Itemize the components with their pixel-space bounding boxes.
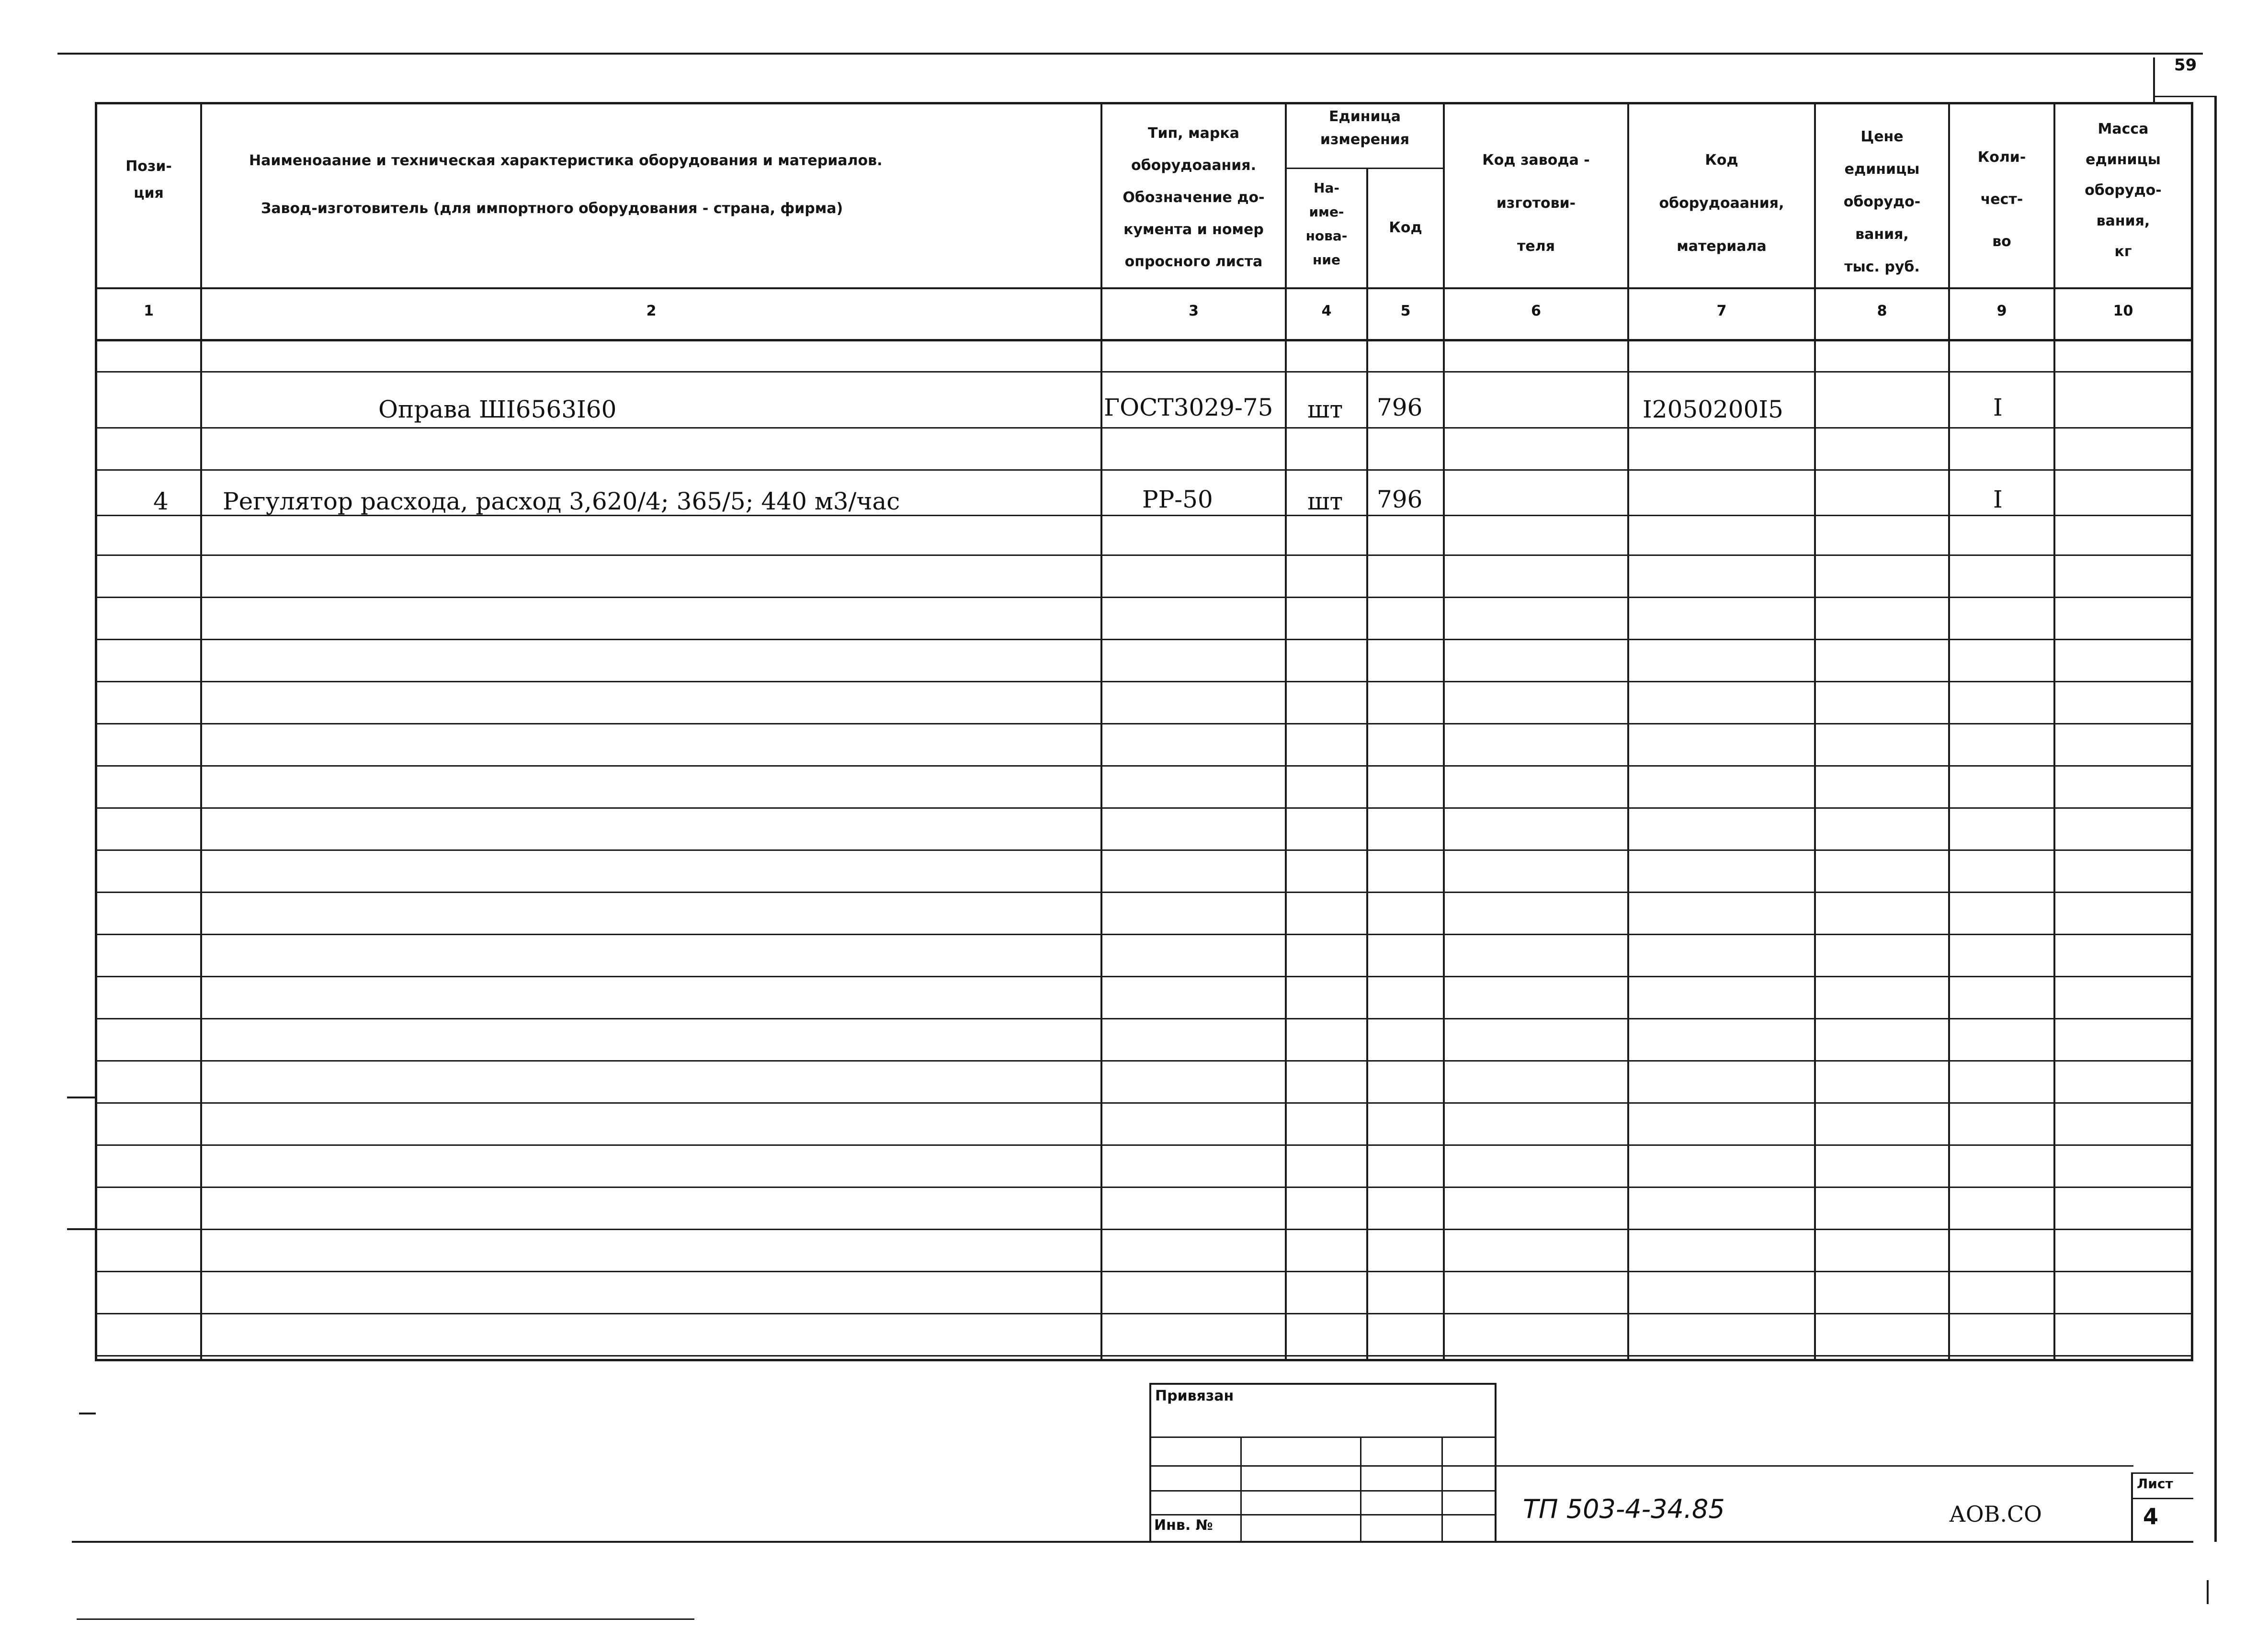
row1-type: ГОСТ3029-75 [1104,394,1273,421]
colnum-3: 3 [1189,303,1199,319]
stamp-hline-3 [1149,1490,1497,1492]
bottom-rule [77,1618,694,1620]
stamp-box-top [1149,1383,1497,1385]
header-col9: Коли- чест- во [1977,149,2026,250]
row2-pos: 4 [153,487,169,515]
row-line [95,1355,2192,1357]
col-line-8 [1948,102,1950,1359]
colnum-8: 8 [1877,303,1887,319]
row-line [95,765,2192,767]
stamp-vline-2 [1360,1436,1361,1542]
row-line [95,1313,2192,1314]
sheet-box-top [2131,1472,2193,1474]
header-col2-line1: Наименоаание и техническая характеристика оборудования и материалов. [249,152,883,169]
colnum-bottom-line [95,339,2192,341]
table-left-line [95,102,97,1361]
colnum-5: 5 [1400,303,1411,319]
sheet-box-mid [2131,1498,2193,1499]
row2-qty: I [1993,486,2003,513]
row-line [95,976,2192,977]
stamp-box-right [1495,1383,1497,1542]
colnum-7: 7 [1716,303,1727,319]
stamp-hline-2 [1149,1465,1497,1467]
stamp-vline-1 [1240,1436,1242,1542]
header-col7: Код оборудоаания, материала [1659,152,1784,255]
row-line [95,1144,2192,1146]
col-line-7 [1814,102,1816,1359]
row-line [95,1187,2192,1188]
colnum-2: 2 [646,303,657,319]
colnum-6: 6 [1531,303,1541,319]
row-line [95,1271,2192,1272]
row-line [95,1060,2192,1062]
row-line [95,807,2192,809]
margin-tick-1 [67,1097,96,1098]
sheet-box-left [2131,1472,2133,1543]
row-line [95,597,2192,598]
stamp-inv-label: Инв. № [1154,1517,1213,1534]
margin-tick-3 [79,1413,96,1414]
unit-group-divider [1285,168,1445,169]
colnum-10: 10 [2113,303,2133,319]
row-line [95,934,2192,935]
row-line [95,371,2192,373]
colnum-9: 9 [1996,303,2007,319]
col-line-6 [1627,102,1629,1359]
header-col5: Код [1389,219,1422,236]
col-line-4 [1366,168,1368,1359]
col-line-5 [1443,102,1445,1359]
stamp-hline-4 [1149,1514,1497,1515]
table-top-line [95,102,2192,104]
margin-tick-2 [67,1228,96,1230]
bottom-strip-line [72,1541,2193,1543]
header-unit-group: Единица измерения [1320,108,1410,148]
page-number: 59 [2174,56,2197,75]
stamp-attached-label: Привязан [1155,1388,1234,1404]
header-col8: Цене единицы оборудо- вания, тыс. руб. [1843,128,1921,275]
row-line [95,1102,2192,1104]
header-col4: На- име- нова- ние [1305,180,1348,268]
row-line [95,681,2192,682]
stamp-vline-3 [1441,1436,1443,1542]
right-border-line [2214,96,2217,1542]
header-col10: Масса единицы оборудо- вания, кг [2085,121,2162,260]
row1-equip-code: I2050200I5 [1643,396,1783,423]
sheet-label: Лист [2137,1476,2173,1492]
album-code: АОВ.СО [1949,1501,2042,1527]
col-line-2 [1100,102,1102,1359]
sheet-number: 4 [2143,1504,2159,1529]
doc-code-top-line [1497,1465,2133,1467]
table-right-line [2191,102,2193,1361]
row-line [95,639,2192,640]
col-line-9 [2053,102,2055,1359]
header-col3: Тип, марка оборудоаания. Обозначение до- кумента и номер опросного листа [1123,125,1265,270]
row-line [95,892,2192,893]
row2-unit: шт [1307,487,1343,515]
right-tick [2207,1580,2209,1604]
row-line [95,469,2192,471]
row-line [95,723,2192,724]
row-line [95,427,2192,429]
header-bottom-line [95,287,2192,289]
top-border-2 [2153,96,2216,97]
row1-qty: I [1993,394,2003,421]
col-line-1 [200,102,202,1359]
doc-code: ТП 503-4-34.85 [1523,1494,1725,1524]
table-bottom-line [95,1359,2192,1361]
header-col6: Код завода - изготови- теля [1482,152,1590,255]
row1-unit: шт [1307,396,1343,423]
row1-name: Оправа ШI6563I60 [378,396,617,423]
row-line [95,1018,2192,1019]
stamp-box-left [1149,1383,1151,1542]
row2-type: РР-50 [1142,486,1213,513]
top-border-line [57,53,2203,55]
row-line [95,1229,2192,1230]
colnum-1: 1 [144,303,154,319]
col-line-3 [1285,102,1287,1359]
header-col1: Пози- ция [125,158,172,202]
row2-unit-code: 796 [1377,486,1423,513]
header-col2-line2: Завод-изготовитель (для импортного оборудования - страна, фирма) [261,200,843,217]
colnum-4: 4 [1321,303,1332,319]
row-line [95,849,2192,851]
row1-unit-code: 796 [1377,394,1423,421]
stamp-hline-1 [1149,1436,1497,1438]
row2-name: Регулятор расхода, расход 3,620/4; 365/5; 440 м3/час [223,487,900,515]
row-line [95,554,2192,556]
